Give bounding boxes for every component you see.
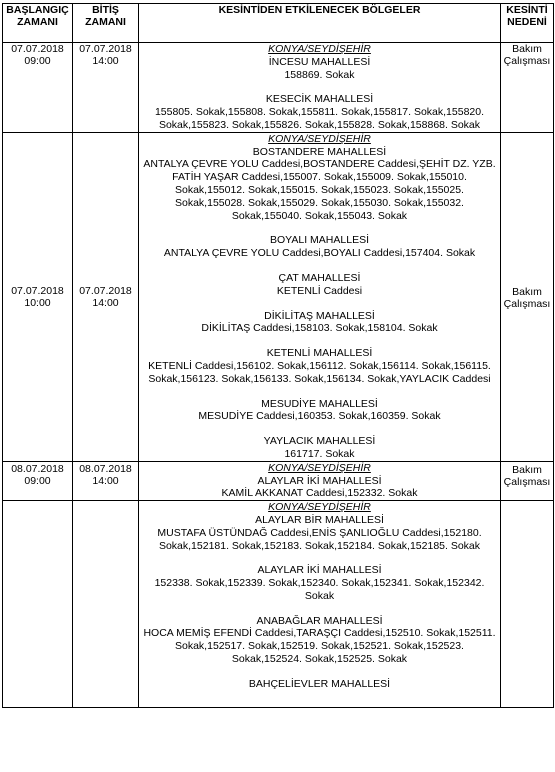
street-list-line: KETENLİ Caddesi,156102. Sokak,156112. Sokak,156114. Sokak,156115. [148,359,491,372]
street-list-line: 155805. Sokak,155808. Sokak,155811. Sokak,155817. Sokak,155820. [154,106,485,119]
neighborhood-block [139,310,500,336]
start-time-cell [3,132,73,461]
reason-line: Bakım [512,43,542,55]
neighborhood-block [139,435,500,461]
neighborhood-name: İNCESU MAHALLESİ [268,55,371,68]
end-time-cell-line: 07.07.2018 [79,43,132,55]
end-time-cell-line: 14:00 [92,296,119,309]
table-row [3,501,554,708]
header-start-line1: BAŞLANGIÇ [6,4,69,16]
end-time-cell-line: 14:00 [92,55,119,67]
end-time-cell-line: 07.07.2018 [79,284,132,297]
neighborhood-name: MESUDİYE MAHALLESİ [261,397,378,410]
street-list-line: FATİH YAŞAR Caddesi,155007. Sokak,155009. Sokak,155010. [172,171,467,184]
table-row [3,132,554,461]
reason-cell [501,461,554,500]
reason-line: Çalışması [503,55,551,67]
header-reason-line1: KESİNTİ [506,4,548,16]
regions-cell [139,43,501,133]
reason-line: Bakım [512,463,542,476]
street-list-line: Sokak,155028. Sokak,155029. Sokak,155030. Sokak,155032. [175,196,464,209]
header-end-line1: BİTİŞ [92,4,119,16]
location-label: KONYA/SEYDİŞEHİR [268,132,371,145]
neighborhood-name: ALAYLAR İKİ MAHALLESİ [257,564,382,577]
street-list-line: 158869. Sokak [284,68,355,81]
street-list-line: Sokak [304,589,335,602]
location-label: KONYA/SEYDİŞEHİR [268,501,371,514]
street-list-line: Sokak,155823. Sokak,155826. Sokak,155828. Sokak,158868. Sokak [158,118,481,131]
neighborhood-name: BOSTANDERE MAHALLESİ [252,145,387,158]
neighborhood-name: ANABAĞLAR MAHALLESİ [256,614,383,627]
header-start [3,4,73,43]
street-list-line: Sokak,156123. Sokak,156133. Sokak,156134. Sokak,YAYLACIK Caddesi [148,372,491,385]
table-row [3,43,554,133]
street-list-line: Sokak,152181. Sokak,152183. Sokak,152184. Sokak,152185. Sokak [158,539,481,552]
header-row [3,4,554,43]
neighborhood-name: KETENLİ MAHALLESİ [266,347,373,360]
start-time-cell [3,501,73,708]
neighborhood-block [139,678,500,691]
reason-line: Çalışması [503,297,551,310]
neighborhood-block [139,615,500,666]
street-list-line: Sokak,152517. Sokak,152519. Sokak,152521. Sokak,152523. [175,640,464,653]
header-reason-line2: NEDENİ [507,16,547,28]
street-list-line: HOCA MEMİŞ EFENDİ Caddesi,TARAŞÇI Caddesi,152510. Sokak,152511. [143,627,496,640]
reason-line: Çalışması [503,475,551,488]
neighborhood-name: ALAYLAR İKİ MAHALLESİ [257,474,382,487]
header-end [73,4,139,43]
reason-cell [501,43,554,133]
street-list-line: 152338. Sokak,152339. Sokak,152340. Sokak,152341. Sokak,152342. [154,577,485,590]
street-list-line: Sokak,155040. Sokak,155043. Sokak [231,209,408,222]
outage-table [2,3,554,708]
start-time-cell-line: 10:00 [24,296,51,309]
start-time-cell-line: 09:00 [24,55,51,67]
header-start-line2: ZAMANI [17,16,58,28]
neighborhood-name: ALAYLAR BİR MAHALLESİ [255,513,384,526]
header-end-line2: ZAMANI [85,16,126,28]
end-time-cell-line: 14:00 [92,474,119,487]
neighborhood-block [139,272,500,298]
end-time-cell [73,43,139,133]
header-regions [139,4,501,43]
street-list-line: KAMİL AKKANAT Caddesi,152332. Sokak [221,487,418,500]
regions-cell [139,501,501,708]
neighborhood-block [139,146,500,223]
end-time-cell [73,132,139,461]
table-row [3,461,554,500]
street-list-line: ANTALYA ÇEVRE YOLU Caddesi,BOSTANDERE Caddesi,ŞEHİT DZ. YZB. [143,158,496,171]
location-label: KONYA/SEYDİŞEHİR [268,461,371,474]
street-list-line: Sokak,155012. Sokak,155015. Sokak,155023. Sokak,155025. [175,183,464,196]
neighborhood-name: YAYLACIK MAHALLESİ [263,435,376,448]
start-time-cell [3,43,73,133]
end-time-cell [73,461,139,500]
reason-cell [501,132,554,461]
neighborhood-name: BOYALI MAHALLESİ [269,234,369,247]
neighborhood-block [139,347,500,385]
end-time-cell-line: 08.07.2018 [79,462,132,475]
regions-cell [139,461,501,500]
neighborhood-name: KESECİK MAHALLESİ [265,93,374,106]
reason-line: Bakım [512,285,542,298]
header-regions-label: KESİNTİDEN ETKİLENECEK BÖLGELER [218,4,421,16]
street-list-line: ANTALYA ÇEVRE YOLU Caddesi,BOYALI Caddesi,157404. Sokak [163,247,476,260]
location-label: KONYA/SEYDİŞEHİR [268,43,371,55]
start-time-cell-line: 09:00 [24,474,51,487]
neighborhood-block [139,93,500,131]
street-list-line: MESUDİYE Caddesi,160353. Sokak,160359. Sokak [198,410,441,423]
start-time-cell [3,461,73,500]
start-time-cell-line: 07.07.2018 [11,43,64,55]
regions-cell [139,132,501,461]
street-list-line: KETENLİ Caddesi [276,284,363,297]
neighborhood-block [139,475,500,501]
neighborhood-block [139,56,500,82]
neighborhood-name: ÇAT MAHALLESİ [278,271,361,284]
street-list-line: 161717. Sokak [284,447,355,460]
neighborhood-block [139,398,500,424]
start-time-cell-line: 08.07.2018 [11,462,64,475]
street-list-line: Sokak,152524. Sokak,152525. Sokak [231,653,408,666]
neighborhood-block [139,234,500,260]
neighborhood-name: BAHÇELİEVLER MAHALLESİ [248,677,391,690]
street-list-line: MUSTAFA ÜSTÜNDAĞ Caddesi,ENİS ŞANLIOĞLU Caddesi,152180. [157,526,482,539]
header-reason [501,4,554,43]
start-time-cell-line: 07.07.2018 [11,284,64,297]
neighborhood-name: DİKİLİTAŞ MAHALLESİ [264,309,375,322]
end-time-cell [73,501,139,708]
neighborhood-block [139,564,500,602]
street-list-line: DİKİLİTAŞ Caddesi,158103. Sokak,158104. Sokak [201,322,438,335]
reason-cell [501,501,554,708]
neighborhood-block [139,514,500,552]
